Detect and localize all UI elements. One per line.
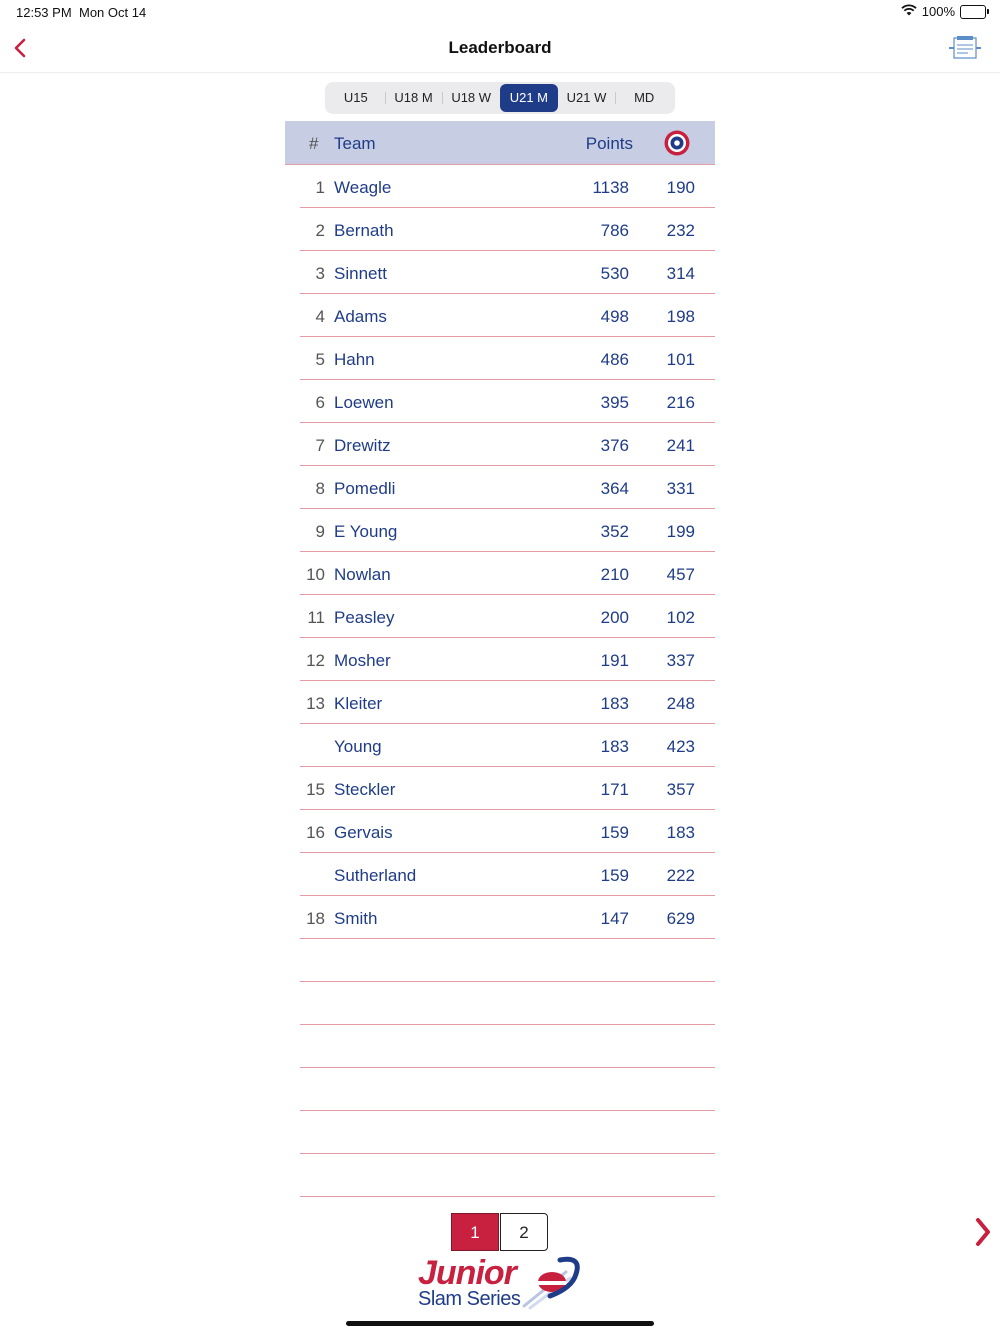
row-shots: 331 bbox=[666, 479, 695, 498]
status-time: 12:53 PM bbox=[16, 5, 72, 20]
table-row bbox=[300, 939, 715, 982]
table-header bbox=[285, 121, 715, 165]
curling-stone-icon bbox=[520, 1254, 586, 1310]
row-points: 364 bbox=[600, 479, 629, 498]
table-row bbox=[300, 1025, 715, 1068]
row-points: 159 bbox=[600, 823, 629, 842]
row-shots: 101 bbox=[666, 350, 695, 369]
table-row[interactable] bbox=[300, 251, 715, 294]
table-row[interactable] bbox=[300, 810, 715, 853]
row-rank: 11 bbox=[307, 608, 325, 627]
table-row[interactable] bbox=[300, 294, 715, 337]
segment-u21-m[interactable]: U21 M bbox=[500, 84, 558, 112]
row-rank: 15 bbox=[306, 780, 325, 799]
row-shots: 216 bbox=[666, 393, 695, 412]
table-row[interactable] bbox=[300, 681, 715, 724]
row-rank: 13 bbox=[306, 694, 325, 713]
segment-md[interactable]: MD bbox=[615, 84, 673, 112]
row-team-name: Smith bbox=[334, 909, 378, 928]
table-row bbox=[300, 982, 715, 1025]
target-icon[interactable] bbox=[663, 129, 691, 157]
row-shots: 190 bbox=[666, 178, 695, 197]
page-title: Leaderboard bbox=[448, 38, 552, 57]
row-points: 200 bbox=[600, 608, 629, 627]
row-shots: 629 bbox=[666, 909, 695, 928]
header-team[interactable]: Team bbox=[334, 134, 376, 153]
row-team-name: Hahn bbox=[334, 350, 375, 369]
row-team-name: Sutherland bbox=[334, 866, 417, 885]
row-points: 191 bbox=[600, 651, 629, 670]
pagination bbox=[451, 1213, 548, 1251]
table-row[interactable] bbox=[300, 638, 715, 681]
row-points: 786 bbox=[600, 221, 629, 240]
row-shots: 248 bbox=[666, 694, 695, 713]
row-shots: 337 bbox=[666, 651, 695, 670]
table-row bbox=[300, 1111, 715, 1154]
status-right bbox=[901, 4, 986, 19]
table-row[interactable] bbox=[300, 165, 715, 208]
row-team-name: Loewen bbox=[334, 393, 394, 412]
row-shots: 183 bbox=[666, 823, 695, 842]
row-team-name: E Young bbox=[334, 522, 398, 541]
row-points: 183 bbox=[600, 737, 629, 756]
scoreboard-icon bbox=[948, 51, 982, 68]
page-2-button[interactable]: 2 bbox=[500, 1213, 548, 1251]
table-body bbox=[300, 165, 715, 1197]
table-row[interactable] bbox=[300, 767, 715, 810]
table-row[interactable] bbox=[300, 466, 715, 509]
row-team-name: Drewitz bbox=[334, 436, 391, 455]
row-points: 171 bbox=[600, 780, 629, 799]
segment-u21-w[interactable]: U21 W bbox=[566, 90, 607, 105]
table-row[interactable] bbox=[300, 853, 715, 896]
row-rank: 6 bbox=[315, 393, 325, 412]
logo-text-slam-series: Slam Series bbox=[418, 1288, 521, 1310]
row-shots: 357 bbox=[666, 780, 695, 799]
row-shots: 241 bbox=[666, 436, 695, 455]
row-shots: 314 bbox=[666, 264, 695, 283]
table-row[interactable] bbox=[300, 896, 715, 939]
row-rank: 16 bbox=[306, 823, 325, 842]
segment-u18-w[interactable]: U18 W bbox=[442, 84, 500, 112]
row-rank: 4 bbox=[315, 307, 325, 326]
row-points: 486 bbox=[600, 350, 629, 369]
row-points: 210 bbox=[600, 565, 629, 584]
row-points: 395 bbox=[600, 393, 629, 412]
row-points: 159 bbox=[600, 866, 629, 885]
table-row[interactable] bbox=[300, 423, 715, 466]
next-page-button[interactable] bbox=[972, 1214, 994, 1250]
table-row[interactable] bbox=[300, 337, 715, 380]
nav-bar bbox=[0, 24, 1000, 73]
leaderboard-table bbox=[285, 121, 715, 1197]
row-points: 530 bbox=[600, 264, 629, 283]
segment-u18-m[interactable]: U18 M bbox=[385, 84, 443, 112]
table-row[interactable] bbox=[300, 552, 715, 595]
row-points: 183 bbox=[600, 694, 629, 713]
wifi-icon bbox=[901, 4, 917, 19]
table-row[interactable] bbox=[300, 595, 715, 638]
division-segmented-control bbox=[325, 82, 675, 114]
row-team-name: Weagle bbox=[334, 178, 392, 197]
table-row[interactable] bbox=[300, 724, 715, 767]
row-rank: 1 bbox=[315, 178, 325, 197]
row-team-name: Nowlan bbox=[334, 565, 391, 584]
junior-slam-series-logo bbox=[416, 1254, 586, 1314]
chevron-right-icon bbox=[972, 1237, 994, 1254]
row-rank: 10 bbox=[306, 565, 325, 584]
row-rank: 5 bbox=[315, 350, 325, 369]
row-rank: 18 bbox=[306, 909, 325, 928]
home-indicator bbox=[346, 1321, 654, 1326]
row-points: 352 bbox=[600, 522, 629, 541]
row-shots: 457 bbox=[666, 565, 695, 584]
row-team-name: Pomedli bbox=[334, 479, 396, 498]
row-team-name: Kleiter bbox=[334, 694, 383, 713]
row-rank: 3 bbox=[315, 264, 325, 283]
header-rank: # bbox=[309, 134, 319, 153]
row-rank: 9 bbox=[315, 522, 325, 541]
table-row bbox=[300, 1068, 715, 1111]
row-shots: 423 bbox=[666, 737, 695, 756]
row-shots: 232 bbox=[666, 221, 695, 240]
row-rank: 8 bbox=[315, 479, 325, 498]
row-points: 1138 bbox=[592, 178, 629, 197]
row-team-name: Sinnett bbox=[334, 264, 387, 283]
row-team-name: Mosher bbox=[334, 651, 391, 670]
battery-icon bbox=[960, 5, 986, 19]
row-team-name: Bernath bbox=[334, 221, 394, 240]
table-row bbox=[300, 1154, 715, 1197]
row-rank: 12 bbox=[306, 651, 325, 670]
row-rank: 2 bbox=[315, 221, 325, 240]
row-team-name: Peasley bbox=[334, 608, 395, 627]
logo-text-junior: Junior bbox=[418, 1254, 516, 1292]
row-shots: 222 bbox=[666, 866, 695, 885]
row-team-name: Gervais bbox=[334, 823, 393, 842]
row-team-name: Young bbox=[334, 737, 382, 756]
scoreboard-button[interactable] bbox=[948, 34, 982, 64]
row-team-name: Steckler bbox=[334, 780, 396, 799]
row-rank: 7 bbox=[315, 436, 325, 455]
row-points: 376 bbox=[600, 436, 629, 455]
row-points: 147 bbox=[600, 909, 629, 928]
table-row[interactable] bbox=[300, 380, 715, 423]
row-team-name: Adams bbox=[334, 307, 387, 326]
row-shots: 199 bbox=[666, 522, 695, 541]
table-row[interactable] bbox=[300, 509, 715, 552]
row-shots: 198 bbox=[666, 307, 695, 326]
row-points: 498 bbox=[600, 307, 629, 326]
status-bar bbox=[0, 0, 1000, 24]
battery-percent: 100% bbox=[921, 4, 955, 19]
header-points[interactable]: Points bbox=[585, 134, 633, 153]
page-1-button[interactable]: 1 bbox=[451, 1213, 499, 1251]
status-date: Mon Oct 14 bbox=[79, 5, 147, 20]
row-shots: 102 bbox=[666, 608, 695, 627]
segment-u15[interactable]: U15 bbox=[343, 90, 368, 105]
table-row[interactable] bbox=[300, 208, 715, 251]
